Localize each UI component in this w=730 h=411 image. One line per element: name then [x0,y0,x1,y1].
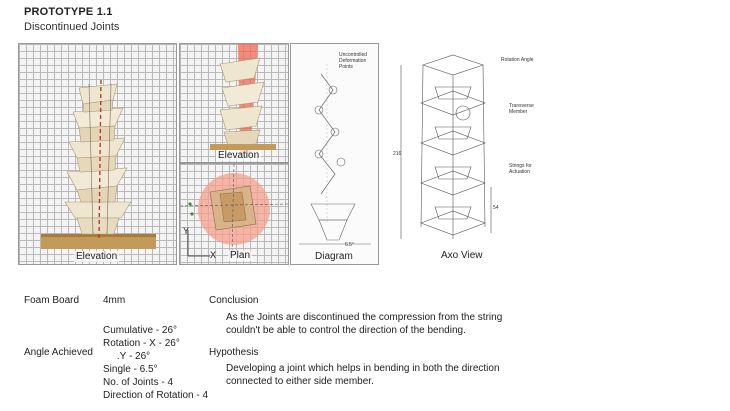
axo-label-strings-1: Strings for [509,163,532,169]
angle-line-2: Rotation - X - 26° [103,338,180,349]
joint-diagram [291,44,378,264]
page-title: PROTOTYPE 1.1 [24,6,113,18]
angle-line-3: .Y - 26° [103,351,151,362]
axo-label-rotation: Rotation Angle [501,57,534,63]
plan-caption: Plan [230,250,251,261]
axo-dim-height: 216 [393,151,402,157]
hypothesis-text: Developing a joint which helps in bending in both the direction connected to either side member. [226,363,500,387]
diagram-panel [290,43,379,265]
axo-label-strings-2: Actuation [509,169,530,175]
diagram-label-deformation-2: Deformation [339,58,367,64]
axo-drawing [383,43,558,263]
axo-panel [383,43,558,263]
axo-dim-module: 54 [493,205,499,211]
axo-label-transverse-1: Transverse [509,103,534,109]
plan-panel [179,163,289,265]
diagram-label-deformation-3: Points [339,64,353,70]
plan-axis-x: X [210,250,217,260]
axo-caption: Axo View [441,250,483,261]
angle-line-5: No. of Joints - 4 [103,377,174,388]
conclusion-heading: Conclusion [209,295,259,306]
angle-line-1: Cumulative - 26° [103,325,178,336]
angle-line-6: Direction of Rotation - 4 [103,390,209,401]
axo-label-transverse-2: Member [509,109,528,115]
angle-label: Angle Achieved [24,347,93,358]
page-subtitle: Discontinued Joints [24,21,120,33]
conclusion-text: As the Joints are discontinued the compression from the string couldn't be able to control the direction of the bending. [226,312,503,336]
angle-line-4: Single - 6.5° [103,364,158,375]
diagram-label-deformation-1: Uncontrolled [339,52,368,58]
elevation-photo-caption: Elevation [76,251,118,262]
elevation-small-illustration [180,44,288,162]
elevation-model-illustration [19,44,176,264]
material-label: Foam Board [24,295,80,306]
hypothesis-heading: Hypothesis [209,347,259,358]
elevation-photo-panel [18,43,177,265]
diagram-label-angle: 6.5° [345,242,354,248]
elevation-small-panel [179,43,289,163]
diagram-caption: Diagram [315,251,353,262]
material-value: 4mm [103,295,126,306]
plan-illustration [180,164,288,264]
plan-axis-y: Y [183,226,190,236]
elevation-small-caption: Elevation [218,150,260,161]
